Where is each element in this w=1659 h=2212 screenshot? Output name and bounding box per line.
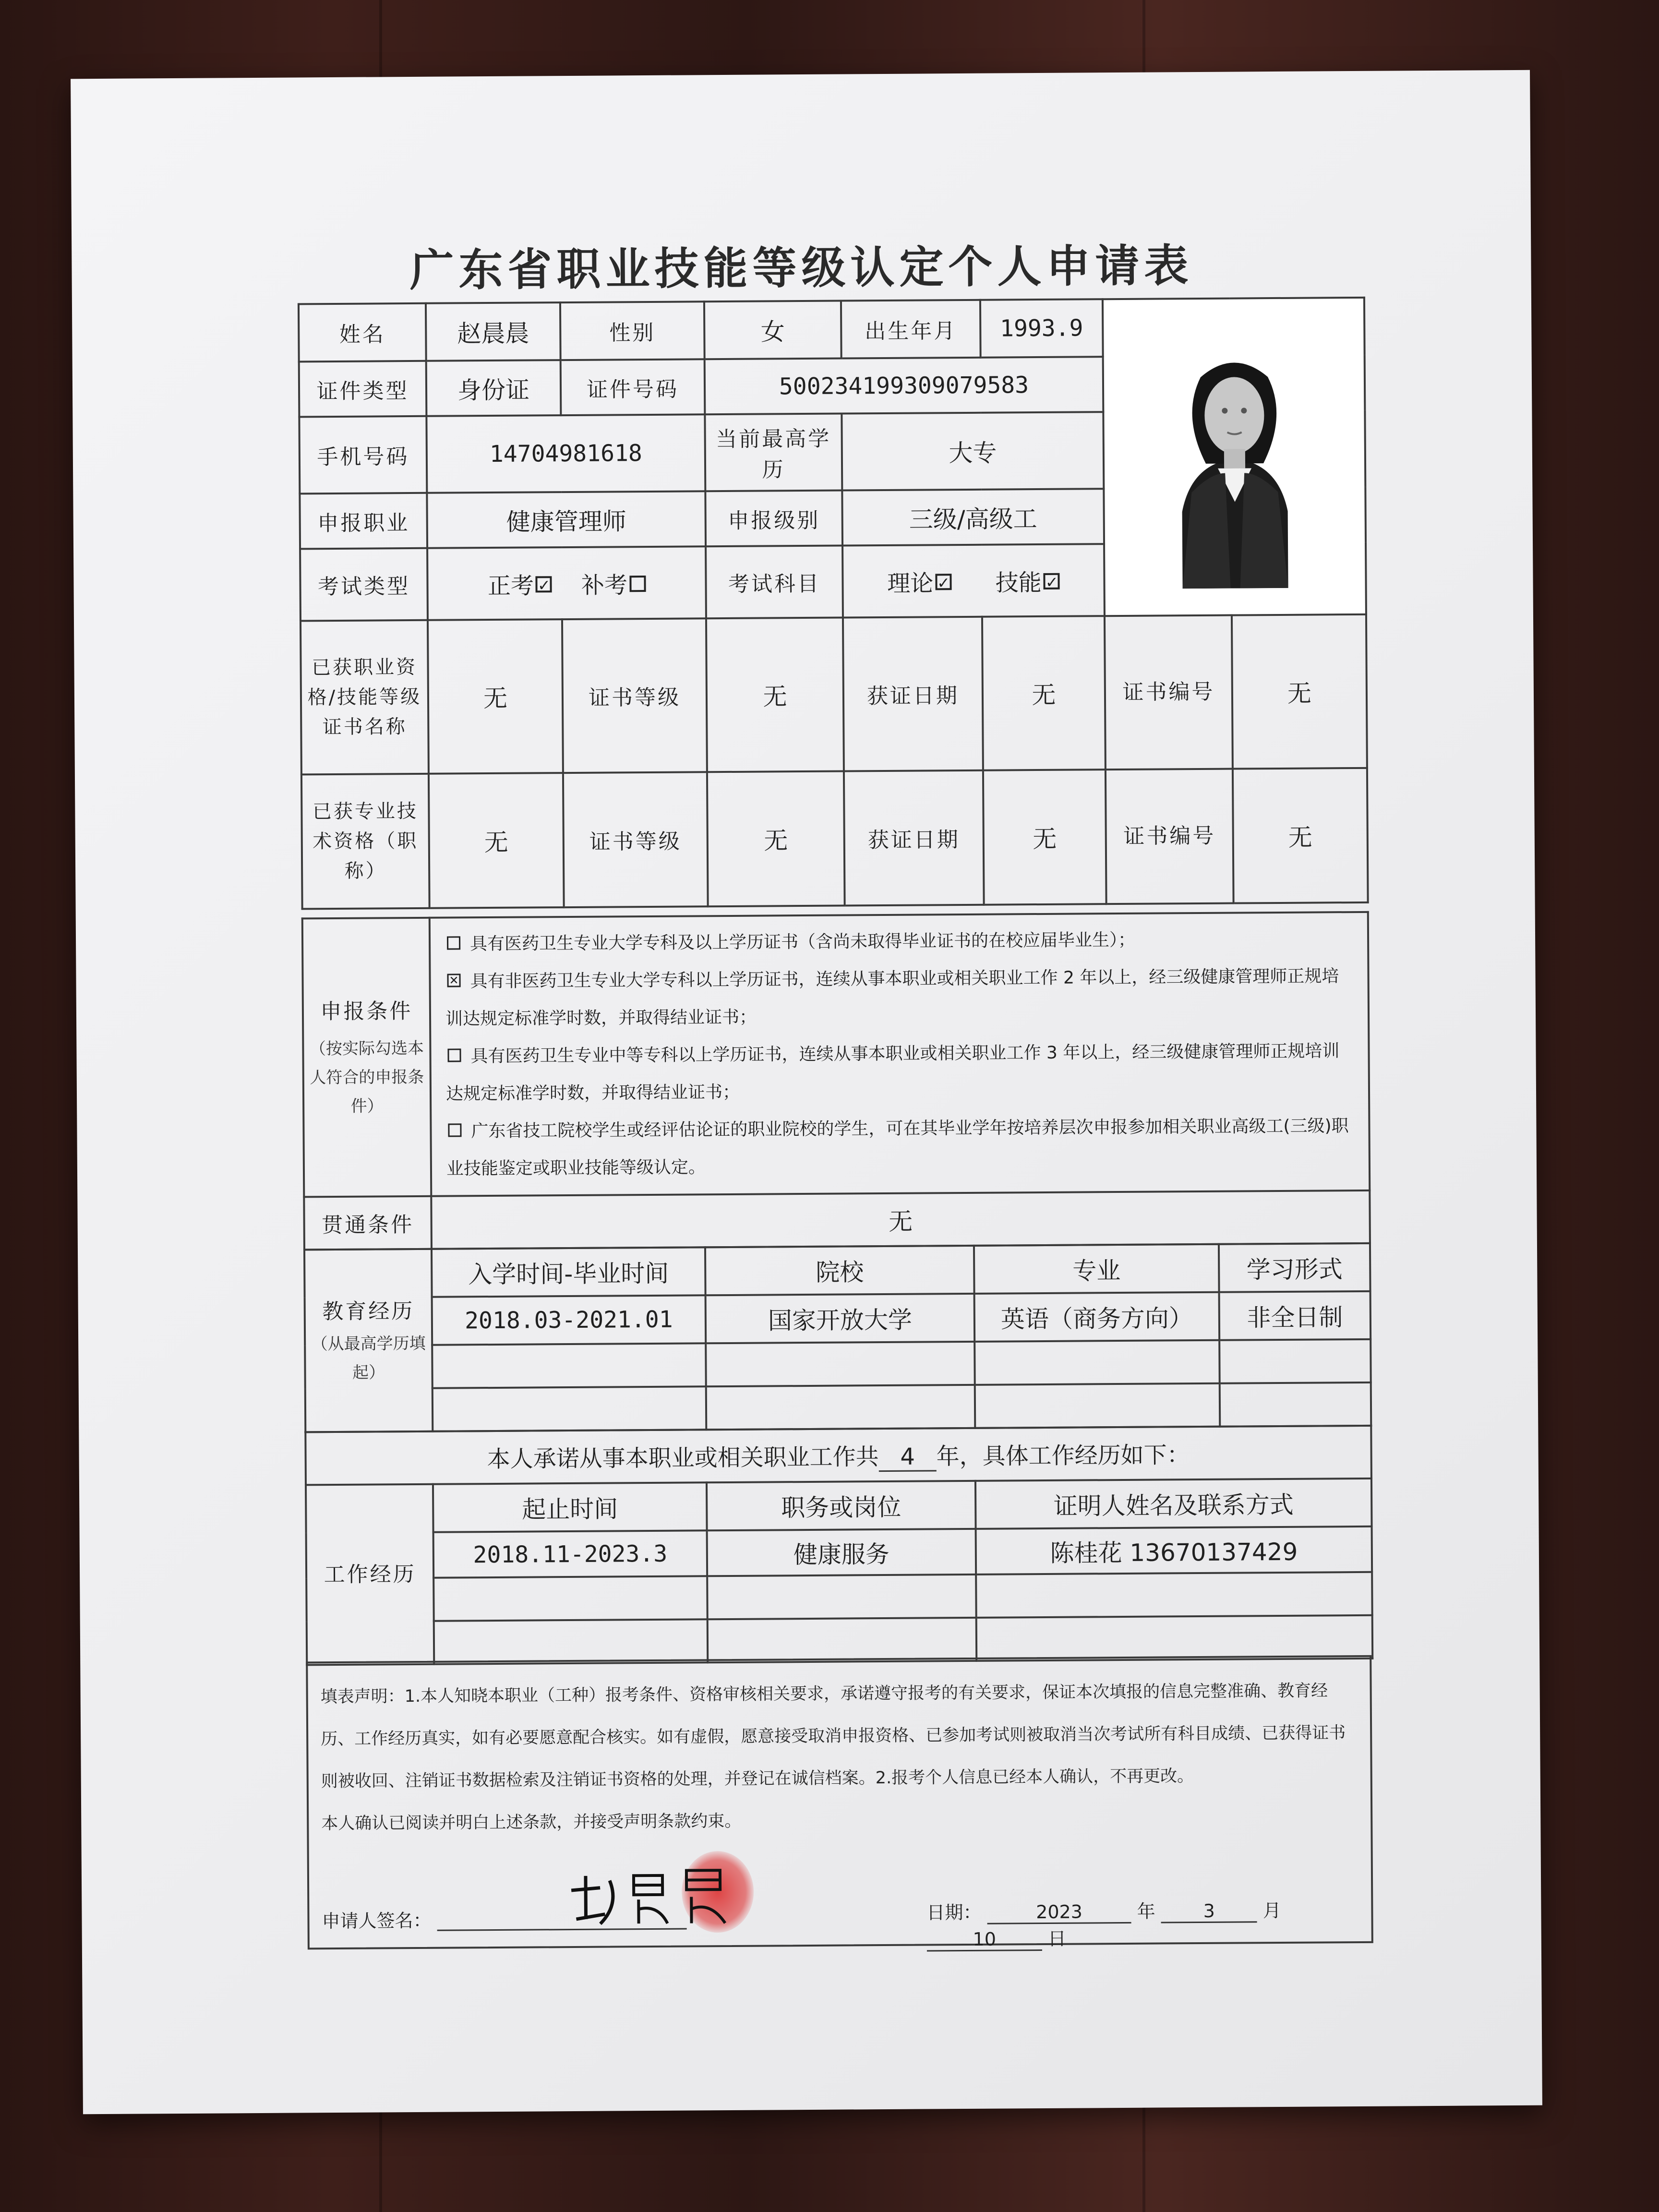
pro-cert-no-value[interactable]: 无 [1233, 768, 1368, 903]
exam-makeup-label: 补考 [581, 571, 628, 599]
exam-type-label: 考试类型 [300, 548, 428, 621]
handwritten-signature [566, 1861, 749, 1929]
edu-header: 学习形式 [1219, 1243, 1370, 1292]
conditions-table [301, 911, 1371, 1251]
edu-history-label: 教育经历 [322, 1298, 415, 1324]
edu-header: 入学时间-毕业时间 [432, 1247, 706, 1297]
conditions-note: （按实际勾选本人符合的申报条件） [309, 1038, 424, 1116]
exam-normal-label: 正考 [487, 572, 534, 600]
declaration-text: 填表声明：1.本人知晓本职业（工种）报考条件、资格审核相关要求，承诺遵守报考的有关要求，保证本次填报的信息完整准确、教育经历、工作经历真实，如有必要愿意配合核实。如有虚假，愿意接受取消申报资格、已参加考试则被取消当次考试所有科目成绩、已获得证书则被收回、注销证书数据检索及注销证书资格的处理，并登记在诚信档案。2.报考个人信息已经本人确认，不再更改。 [320, 1681, 1346, 1791]
occupation-value[interactable]: 健康管理师 [427, 491, 706, 548]
signature-row [322, 1886, 1359, 1950]
date-month-unit: 月 [1262, 1899, 1281, 1922]
condition-item [440, 958, 1358, 1038]
gender-value[interactable]: 女 [704, 301, 842, 360]
occupation-label: 申报职业 [300, 493, 427, 549]
work-header: 起止时间 [433, 1482, 707, 1532]
edu-cell[interactable] [1220, 1382, 1371, 1427]
phone-label: 手机号码 [299, 416, 427, 494]
voc-cert-label: 已获职业资格/技能等级证书名称 [301, 620, 429, 775]
voc-cert-date-value[interactable]: 无 [982, 616, 1106, 770]
application-form-paper [71, 70, 1542, 2114]
commitment-line [305, 1426, 1371, 1485]
id-type-value[interactable]: 身份证 [426, 360, 561, 416]
declaration-text-block [320, 1670, 1358, 1845]
conditions-list [430, 912, 1370, 1196]
condition-item [441, 1107, 1359, 1188]
through-label: 贯通条件 [304, 1196, 432, 1250]
birth-label: 出生年月 [841, 300, 981, 359]
edu-header: 专业 [974, 1244, 1219, 1294]
id-photo [1103, 298, 1366, 616]
condition-checkbox[interactable] [447, 936, 460, 950]
voc-cert-grade-label: 证书等级 [562, 618, 707, 773]
condition-item [441, 1033, 1358, 1113]
voc-cert-grade-value[interactable]: 无 [706, 618, 844, 772]
exam-normal-checkbox[interactable]: ✓ [536, 576, 552, 592]
through-value[interactable]: 无 [431, 1190, 1370, 1249]
work-cell[interactable]: 健康服务 [707, 1529, 976, 1576]
date-year[interactable]: 2023 [987, 1901, 1131, 1924]
subject-skill-label: 技能 [995, 569, 1042, 597]
condition-checkbox[interactable] [448, 1123, 461, 1137]
work-header: 证明人姓名及联系方式 [975, 1479, 1372, 1529]
id-number-label: 证件号码 [561, 359, 705, 415]
edu-cell[interactable]: 英语（商务方向） [974, 1292, 1220, 1342]
subject-theory-checkbox[interactable]: ✓ [935, 574, 951, 590]
exam-subject-options [842, 544, 1105, 617]
date-label: 日期： [926, 1901, 982, 1923]
id-type-label: 证件类型 [299, 361, 427, 417]
edu-cell[interactable]: 国家开放大学 [706, 1294, 975, 1343]
edu-cell[interactable]: 非全日制 [1219, 1291, 1371, 1340]
commitment-prefix: 本人承诺从事本职业或相关职业工作共 [487, 1443, 879, 1473]
edu-cell[interactable] [975, 1383, 1220, 1428]
subject-theory-label: 理论 [887, 569, 934, 597]
signature-label: 申请人签名： [322, 1910, 432, 1932]
pro-cert-grade-value[interactable]: 无 [707, 771, 845, 907]
edu-header: 院校 [705, 1246, 974, 1295]
gender-label: 性别 [560, 301, 705, 360]
exam-subject-label: 考试科目 [706, 546, 843, 619]
name-label: 姓名 [299, 303, 426, 362]
work-cell[interactable]: 陈桂花 13670137429 [976, 1527, 1372, 1575]
work-cell[interactable] [433, 1576, 708, 1621]
edu-history-note: （从最高学历填起） [311, 1334, 426, 1382]
date-year-unit: 年 [1137, 1900, 1155, 1922]
conditions-label: 申报条件 [320, 999, 413, 1024]
portrait-photo [1109, 319, 1360, 589]
condition-text: 具有非医药卫生专业大学专科以上学历证书，连续从事本职业或相关职业工作 2 年以上，经三级健康管理师正规培训达规定标准学时数，并取得结业证书； [445, 966, 1339, 1029]
pro-cert-no-label: 证书编号 [1106, 769, 1234, 904]
condition-text: 具有医药卫生专业大学专科及以上学历证书（含尚未取得毕业证书的在校应届毕业生）； [469, 930, 1136, 954]
voc-cert-no-value[interactable]: 无 [1232, 614, 1367, 769]
date-month[interactable]: 3 [1161, 1900, 1257, 1923]
exam-makeup-checkbox[interactable] [629, 576, 646, 592]
voc-cert-no-label: 证书编号 [1105, 615, 1233, 770]
education-value[interactable]: 大专 [842, 412, 1104, 490]
level-value[interactable]: 三级/高级工 [842, 489, 1104, 545]
subject-skill-checkbox[interactable]: ✓ [1044, 573, 1060, 589]
date-day[interactable]: 10 [927, 1928, 1042, 1951]
education-table [303, 1242, 1372, 1433]
work-table [304, 1425, 1373, 1666]
work-header: 职务或岗位 [707, 1481, 976, 1530]
edu-cell[interactable] [706, 1385, 975, 1430]
work-cell[interactable] [976, 1615, 1373, 1661]
edu-cell[interactable] [432, 1343, 706, 1388]
pro-cert-label: 已获专业技术资格（职称） [301, 774, 430, 909]
edu-cell[interactable] [1219, 1339, 1371, 1383]
condition-checkbox[interactable] [447, 1048, 461, 1062]
pro-cert-name-value[interactable]: 无 [429, 773, 564, 908]
voc-cert-date-label: 获证日期 [843, 617, 983, 771]
voc-cert-name-value[interactable]: 无 [428, 619, 563, 774]
commitment-suffix: 年，具体工作经历如下： [936, 1442, 1190, 1470]
edu-cell[interactable]: 2018.03-2021.01 [432, 1295, 706, 1345]
conditions-label-cell [302, 918, 432, 1197]
name-value[interactable]: 赵晨晨 [426, 302, 561, 361]
work-cell[interactable] [708, 1618, 977, 1662]
exam-type-options [427, 546, 706, 620]
phone-value[interactable]: 14704981618 [426, 414, 705, 493]
date-day-unit: 日 [1047, 1928, 1067, 1949]
work-cell[interactable] [707, 1575, 976, 1619]
confirm-text: 本人确认已阅读并明白上述条款，并接受声明条款约束。 [321, 1811, 742, 1834]
pro-cert-date-label: 获证日期 [844, 770, 984, 906]
work-history-label: 工作经历 [306, 1484, 434, 1665]
pro-cert-date-value[interactable]: 无 [983, 769, 1106, 905]
pro-cert-grade-label: 证书等级 [563, 772, 708, 907]
edu-cell[interactable] [974, 1340, 1220, 1385]
edu-history-label-cell [304, 1249, 433, 1432]
condition-checkbox[interactable]: ✕ [447, 974, 460, 987]
condition-text: 具有医药卫生专业中等专科以上学历证书，连续从事本职业或相关职业工作 3 年以上，经三级健康管理师正规培训达规定标准学时数，并取得结业证书； [445, 1041, 1340, 1104]
edu-cell[interactable] [706, 1342, 975, 1386]
education-label: 当前最高学历 [705, 414, 842, 492]
work-cell[interactable] [976, 1572, 1372, 1618]
condition-text: 广东省技工院校学生或经评估论证的职业院校的学生，可在其毕业学年按培养层次申报参加相关职业高级工(三级)职业技能鉴定或职业技能等级认定。 [446, 1116, 1349, 1179]
date-field-group [926, 1895, 1359, 1951]
personal-info-table [298, 297, 1369, 910]
birth-value[interactable]: 1993.9 [980, 299, 1103, 358]
level-label: 申报级别 [705, 491, 842, 547]
edu-cell[interactable] [433, 1386, 707, 1431]
id-number-value[interactable]: 500234199309079583 [705, 357, 1104, 414]
work-cell[interactable] [434, 1619, 708, 1664]
condition-item [440, 920, 1358, 963]
form-title: 广东省职业技能等级认定个人申请表 [409, 240, 1193, 297]
work-cell[interactable]: 2018.11-2023.3 [433, 1530, 708, 1577]
commitment-years[interactable]: 4 [878, 1443, 936, 1472]
